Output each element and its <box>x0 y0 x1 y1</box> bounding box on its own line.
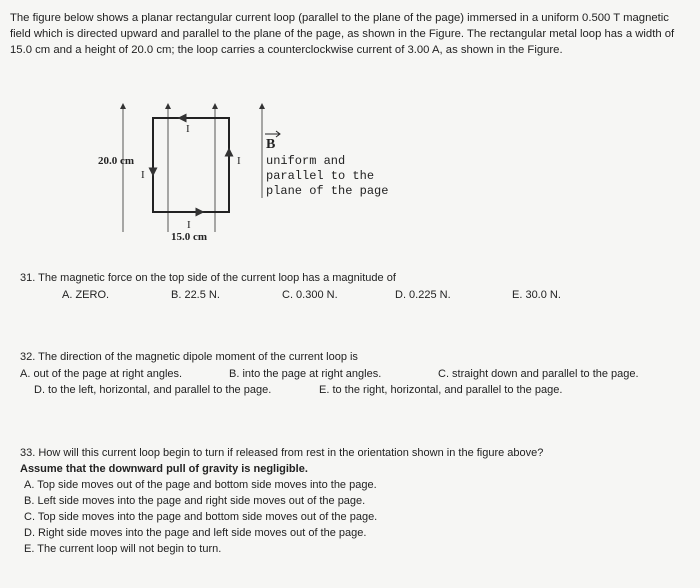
current-label-right: I <box>237 155 241 167</box>
q31-stem: 31. The magnetic force on the top side of the current loop has a magnitude of <box>20 272 396 284</box>
field-symbol: B <box>266 137 276 152</box>
q33-choice-a: A. Top side moves out of the page and bottom side moves into the page. <box>24 479 377 491</box>
field-text-line-3: plane of the page <box>266 184 389 198</box>
current-label-top: I <box>186 123 190 135</box>
q32-choice-b: B. into the page at right angles. <box>229 368 382 380</box>
q32-choice-a: A. out of the page at right angles. <box>20 368 183 380</box>
q32-choice-e: E. to the right, horizontal, and parallel to the page. <box>319 384 563 396</box>
q33-note: Assume that the downward pull of gravity is negligible. <box>20 463 308 475</box>
current-label-left: I <box>141 169 145 181</box>
q33-choice-e: E. The current loop will not begin to turn. <box>24 543 222 555</box>
q33-choice-d: D. Right side moves into the page and left side moves out of the page. <box>24 527 367 539</box>
q32-stem: 32. The direction of the magnetic dipole moment of the current loop is <box>20 351 358 363</box>
q31-choice-a: A. ZERO. <box>62 289 110 301</box>
current-loop <box>153 118 229 212</box>
field-text-line-1: uniform and <box>266 154 346 168</box>
q33-choice-b: B. Left side moves into the page and right side moves out of the page. <box>24 495 366 507</box>
width-label: 15.0 cm <box>171 231 208 243</box>
q31-choice-c: C. 0.300 N. <box>282 289 338 301</box>
problem-intro: The figure below shows a planar rectangular current loop (parallel to the plane of the page) immersed in a uniform 0.500 T magnetic field which is directed upward and parallel to the plane of the page, as shown in the Figure. The rectangular metal loop has a width of 15.0 cm and a height of 20.0 cm; the loop carries a counterclockwise current of 3.00 A, as shown in the Figure. <box>10 12 675 56</box>
q32-choice-d: D. to the left, horizontal, and parallel to the page. <box>34 384 272 396</box>
q33-stem: 33. How will this current loop begin to turn if released from rest in the orientation shown in the figure above? <box>20 447 544 459</box>
q33-choice-c: C. Top side moves into the page and bottom side moves out of the page. <box>24 511 378 523</box>
height-label: 20.0 cm <box>98 155 135 167</box>
q32-choice-c: C. straight down and parallel to the page. <box>438 368 639 380</box>
current-label-bottom: I <box>187 219 191 231</box>
field-text-line-2: parallel to the <box>266 169 375 183</box>
q31-choice-d: D. 0.225 N. <box>395 289 451 301</box>
q31-choice-e: E. 30.0 N. <box>512 289 561 301</box>
q31-choice-b: B. 22.5 N. <box>171 289 220 301</box>
